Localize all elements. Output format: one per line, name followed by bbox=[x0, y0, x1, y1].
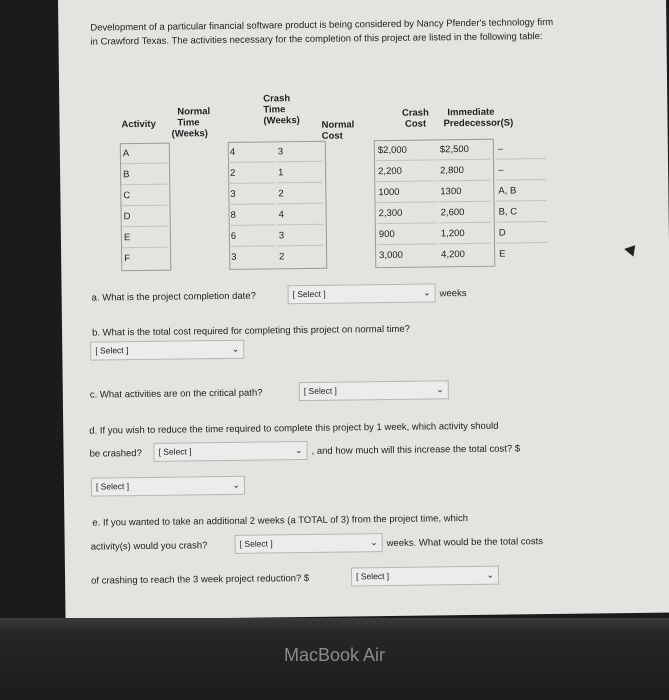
header-predecessor: Immediate Predecessor(S) bbox=[443, 106, 514, 130]
header-normal-time: Normal Time (Weeks) bbox=[171, 106, 211, 140]
chevron-down-icon: ⌄ bbox=[422, 287, 431, 298]
cell-crash-time: 2 bbox=[279, 251, 285, 263]
cell-normal-time: 3 bbox=[231, 251, 237, 263]
cell-crash-time: 4 bbox=[277, 204, 323, 226]
cell-normal-time: 2 bbox=[228, 162, 274, 184]
question-d-line2: be crashed? bbox=[89, 448, 142, 460]
question-e-mid: weeks. What would be the total costs bbox=[386, 536, 544, 550]
question-d-mid: , and how much will this increase the total cost? $ bbox=[311, 443, 521, 457]
question-e-line2: activity(s) would you crash? bbox=[90, 540, 208, 553]
header-crash-time: Crash Time (Weeks) bbox=[263, 93, 300, 127]
cell-activity: A bbox=[121, 143, 167, 165]
question-a-suffix: weeks bbox=[439, 288, 467, 300]
select-crash-total-cost[interactable]: [ Select ] ⌄ bbox=[351, 566, 499, 587]
question-a: a. What is the project completion date? bbox=[91, 290, 256, 304]
cell-predecessor: – bbox=[496, 159, 546, 181]
cell-normal-cost: 1000 bbox=[376, 181, 436, 203]
cell-activity: B bbox=[121, 164, 167, 186]
question-b: b. What is the total cost required for completing this project on normal time? bbox=[92, 323, 410, 339]
chevron-down-icon: ⌄ bbox=[436, 384, 444, 395]
cell-crash-time: 1 bbox=[276, 162, 322, 184]
select-total-cost[interactable]: [ Select ] ⌄ bbox=[90, 340, 244, 361]
cell-normal-time: 8 bbox=[229, 204, 275, 226]
cell-crash-time: 3 bbox=[277, 225, 323, 247]
cell-normal-time: 6 bbox=[229, 225, 275, 247]
cell-activity: E bbox=[122, 227, 168, 249]
header-normal-cost: Normal Cost bbox=[321, 119, 355, 142]
cell-activity: F bbox=[124, 253, 131, 265]
cell-activity: C bbox=[121, 185, 167, 207]
question-c: c. What activities are on the critical path? bbox=[89, 387, 263, 401]
cell-crash-time: 2 bbox=[276, 183, 322, 205]
select-critical-path[interactable]: [ Select ] ⌄ bbox=[299, 380, 449, 401]
cell-predecessor: B, C bbox=[496, 201, 546, 223]
cell-crash-cost: 1300 bbox=[438, 181, 490, 203]
worksheet-page bbox=[58, 0, 669, 620]
cell-normal-cost: 3,000 bbox=[379, 249, 403, 262]
intro-text: Development of a particular financial software product is being considered by Nancy Pfender's technology firm in Crawford Texas. The activities necessary for the completion of this project are listed in the following table: bbox=[90, 16, 554, 48]
cell-normal-time: 4 bbox=[228, 141, 274, 163]
cell-predecessor: – bbox=[496, 138, 546, 160]
chevron-down-icon: ⌄ bbox=[370, 537, 378, 548]
chevron-down-icon: ⌄ bbox=[232, 479, 240, 490]
cell-crash-cost: 4,200 bbox=[441, 249, 465, 261]
select-crash-cost[interactable]: [ Select ] ⌄ bbox=[91, 476, 245, 497]
chevron-down-icon: ⌄ bbox=[486, 569, 495, 580]
cell-crash-cost: 2,800 bbox=[438, 160, 490, 182]
cell-crash-cost: $2,500 bbox=[438, 139, 490, 161]
laptop-brand: MacBook Air bbox=[283, 645, 386, 665]
cell-crash-cost: 1,200 bbox=[439, 223, 491, 245]
cell-crash-cost: 2,600 bbox=[439, 202, 491, 224]
select-completion-date[interactable]: [ Select ] ⌄ bbox=[288, 283, 436, 304]
chevron-down-icon: ⌄ bbox=[294, 445, 303, 456]
cell-normal-cost: 900 bbox=[377, 223, 437, 245]
select-crash-activities[interactable]: [ Select ] ⌄ bbox=[235, 533, 383, 554]
cell-normal-cost: 2,300 bbox=[377, 202, 437, 224]
question-d-line1: d. If you wish to reduce the time required to complete this project by 1 week, which activity should bbox=[89, 420, 499, 437]
cell-crash-time: 3 bbox=[276, 141, 322, 163]
cell-predecessor: E bbox=[499, 248, 506, 260]
question-e-line1: e. If you wanted to take an additional 2 weeks (a TOTAL of 3) from the project time, which bbox=[92, 513, 469, 529]
cell-normal-time: 3 bbox=[228, 183, 274, 205]
header-crash-cost: Crash Cost bbox=[401, 107, 429, 130]
select-crash-activity[interactable]: [ Select ] ⌄ bbox=[153, 441, 307, 462]
question-e-line3: of crashing to reach the 3 week project reduction? $ bbox=[91, 572, 310, 587]
cell-predecessor: A, B bbox=[496, 180, 546, 202]
cell-activity: D bbox=[122, 206, 168, 228]
cell-predecessor: D bbox=[497, 222, 547, 244]
header-activity: Activity bbox=[121, 118, 156, 131]
chevron-down-icon: ⌄ bbox=[231, 343, 240, 354]
cell-normal-cost: 2,200 bbox=[376, 160, 436, 182]
cell-normal-cost: $2,000 bbox=[376, 139, 436, 161]
